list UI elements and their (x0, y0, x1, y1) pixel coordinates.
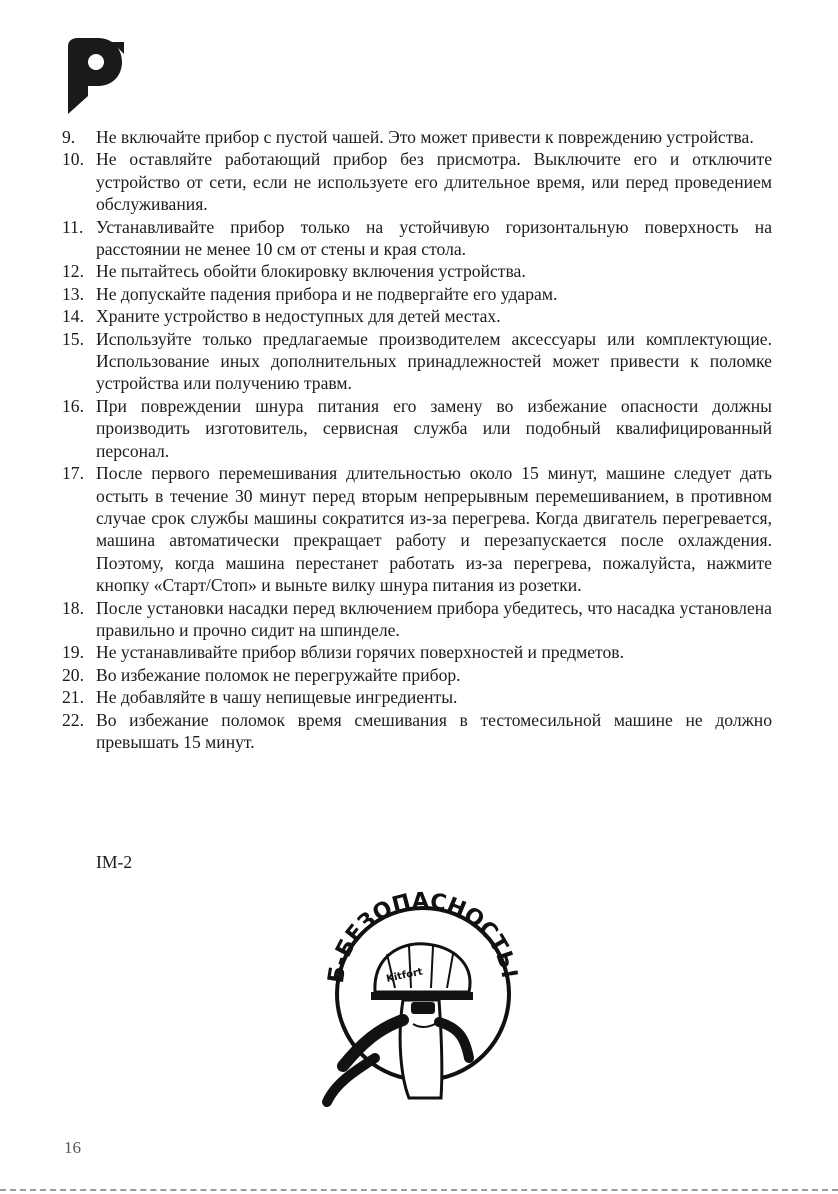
list-item-text: Не добавляйте в чашу непищевые ингредиенты. (96, 687, 458, 708)
list-item (62, 126, 772, 148)
list-item-text: Храните устройство в недоступных для детей местах. (96, 306, 501, 327)
list-item-text: Не устанавливайте прибор вблизи горячих поверхностей и предметов. (96, 642, 625, 663)
list-item (62, 686, 772, 708)
list-item-text: Используйте только предлагаемые производителем аксессуары или комплектующие. Использование иных дополнительных принадлежностей может привести к поломке устройства или получению травм. (96, 328, 772, 394)
list-item (62, 328, 772, 395)
list-item (62, 597, 772, 642)
list-item (62, 260, 772, 282)
list-item-text: Не оставляйте работающий прибор без присмотра. Выключите его и отключите устройство от сети, если не используете его длительное время, или перед проведением обслуживания. (96, 149, 772, 215)
list-item-number: 13. (62, 283, 84, 304)
list-item-text: При повреждении шнура питания его замену во избежание опасности должны производить изготовитель, сервисная служба или подобный квалифицированный персонал. (96, 395, 772, 461)
list-item-text: Не включайте прибор с пустой чашей. Это может привести к повреждению устройства. (96, 127, 754, 147)
document-code: IM-2 (96, 852, 133, 872)
list-item (62, 305, 772, 327)
mascot-slogan: Б-БЕЗОПАСНОСТЬ! (323, 888, 522, 985)
list-item-number: 9. (62, 127, 76, 147)
bottom-divider (0, 1189, 838, 1191)
list-item-number: 17. (62, 463, 84, 484)
list-item-text: Не допускайте падения прибора и не подвергайте его ударам. (96, 283, 558, 304)
list-item (62, 664, 772, 686)
list-item-text: Во избежание поломок не перегружайте прибор. (96, 664, 461, 685)
list-item-text: После установки насадки перед включением прибора убедитесь, что насадка установлена правильно и прочно сидит на шпинделе. (96, 597, 772, 640)
list-item-number: 18. (62, 597, 84, 618)
list-item-text: После первого перемешивания длительностью около 15 минут, машине следует дать остыть в течение 30 минут перед вторым непрерывным перемешиванием, в противном случае срок службы машины сократится из-за перегрева. Когда двигатель перегревается, машина автоматически прекращает работу и перезапускается после охлаждения. Поэтому, когда машина перестанет работать из-за перегрева, пожалуйста, нажмите кнопку «Старт/Стоп» и выньте вилку шнура питания из розетки. (96, 463, 772, 596)
list-item (62, 641, 772, 663)
list-item-number: 16. (62, 395, 84, 416)
list-item-text: Не пытайтесь обойти блокировку включения устройства. (96, 261, 526, 282)
list-item (62, 462, 772, 596)
mascot-helmet-brand: Kitfort (385, 966, 424, 985)
list-item-number: 10. (62, 149, 84, 170)
list-item (62, 395, 772, 462)
list-item (62, 216, 772, 261)
brand-logo-icon (64, 38, 128, 114)
list-item-number: 14. (62, 306, 84, 327)
list-item-number: 20. (62, 664, 84, 685)
list-item-text: Во избежание поломок время смешивания в тестомесильной машине не должно превышать 15 минут. (96, 709, 772, 752)
list-item-number: 15. (62, 328, 84, 349)
list-item (62, 709, 772, 754)
safety-instructions-list (62, 126, 772, 753)
list-item (62, 148, 772, 215)
page-number: 16 (64, 1138, 81, 1157)
list-item (62, 283, 772, 305)
list-item-number: 12. (62, 261, 84, 282)
list-item-text: Устанавливайте прибор только на устойчивую горизонтальную поверхность на расстоянии не менее 10 см от стены и края стола. (96, 216, 772, 260)
safety-mascot-illustration (313, 888, 529, 1110)
list-item-number: 19. (62, 642, 84, 663)
list-item-number: 11. (62, 216, 84, 237)
list-item-number: 22. (62, 709, 84, 730)
list-item-number: 21. (62, 687, 84, 708)
